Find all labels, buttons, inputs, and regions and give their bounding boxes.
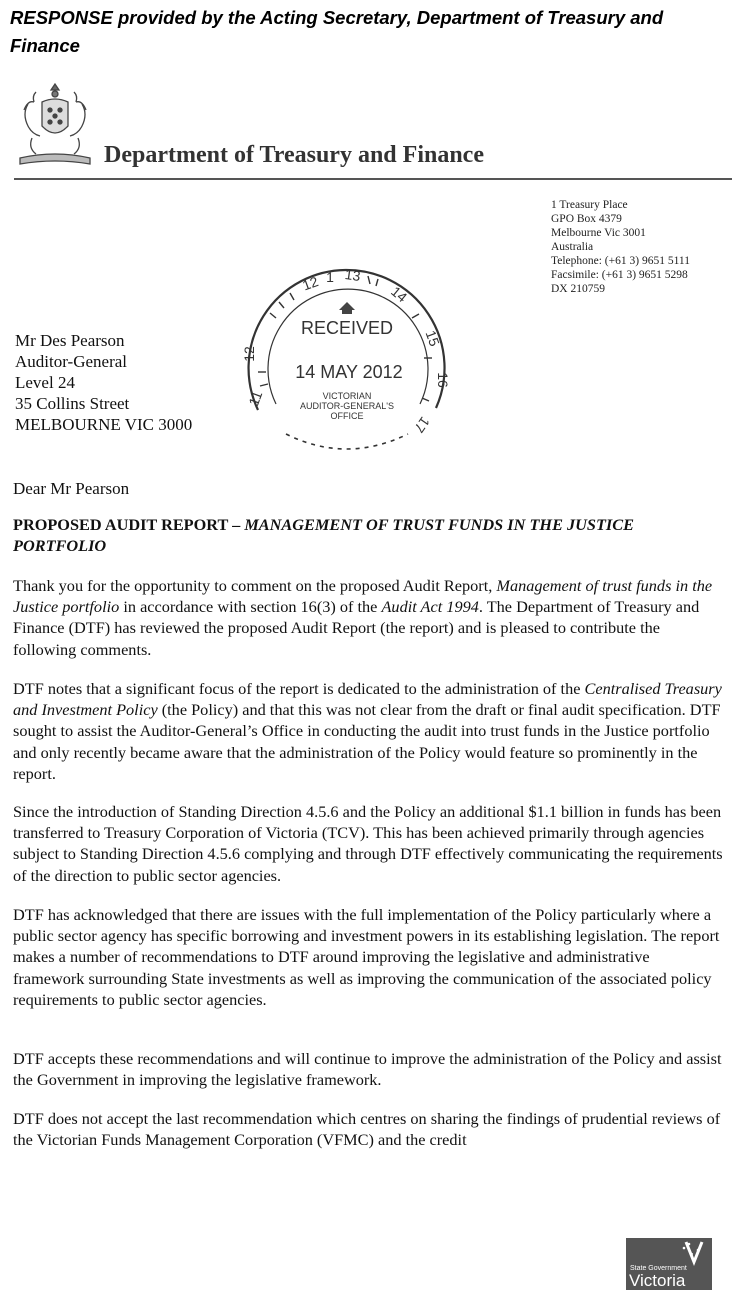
report-title: Management of trust funds in the Justice portfolio bbox=[13, 576, 713, 617]
facsimile-line: Facsimile: (+61 3) 9651 5298 bbox=[551, 269, 688, 281]
address-line: Australia bbox=[551, 241, 594, 253]
recipient-line: 35 Collins Street bbox=[15, 394, 130, 413]
paragraph-6: DTF does not accept the last recommendation which centres on sharing the findings of prudential reviews of the Victorian Funds Management Corporation (VFMC) and the credit bbox=[13, 1109, 721, 1150]
salutation: Dear Mr Pearson bbox=[13, 479, 130, 498]
letter-subject bbox=[13, 514, 725, 556]
recipient-line: Level 24 bbox=[15, 373, 75, 392]
coat-of-arms-logo bbox=[14, 80, 96, 172]
letterhead-divider bbox=[14, 178, 732, 180]
address-line: GPO Box 4379 bbox=[551, 213, 622, 225]
paragraph-5: DTF accepts these recommendations and will continue to improve the administration of the Policy and assist the Government in improving the legislative framework. bbox=[13, 1049, 722, 1090]
act-title: Audit Act 1994 bbox=[381, 597, 479, 617]
paragraph-text: DTF notes that a significant focus of the report is dedicated to the administration of the bbox=[13, 679, 585, 698]
department-address bbox=[551, 198, 690, 296]
stamp-hour-mark: 15 bbox=[422, 328, 443, 349]
paragraph-text: (the Policy) and that this was not clear from the draft or final audit specification. DTF sought to assist the Auditor-General’s Office in conducting the audit into trust funds in the Justice portfolio and only recently became aware that the administration of the Policy would feature so prominently in the report. bbox=[13, 700, 721, 783]
recipient-line: Mr Des Pearson bbox=[15, 331, 125, 350]
subject-title: MANAGEMENT OF TRUST FUNDS IN THE JUSTICE PORTFOLIO bbox=[13, 515, 634, 556]
paragraph-text: Thank you for the opportunity to comment on the proposed Audit Report, bbox=[13, 576, 497, 595]
stamp-hour-mark: 11 bbox=[245, 388, 266, 408]
page-header-title: RESPONSE provided by the Acting Secretary, Department of Treasury and Finance bbox=[10, 7, 664, 56]
paragraph-1 bbox=[13, 575, 725, 660]
stamp-hour-mark: 14 bbox=[388, 283, 411, 306]
telephone-line: Telephone: (+61 3) 9651 5111 bbox=[551, 255, 690, 267]
stamp-office-line: OFFICE bbox=[330, 411, 364, 421]
stamp-hour-mark: 1 bbox=[326, 269, 334, 285]
department-name: Department of Treasury and Finance bbox=[104, 142, 484, 168]
paragraph-3: Since the introduction of Standing Direction 4.5.6 and the Policy an additional $1.1 billion in funds has been transferred to Treasury Corporation of Victoria (TCV). This has been achieved primarily through agencies subject to Standing Direction 4.5.6 complying and through DTF effectively communicating the requirements of the direction to public sector agencies. bbox=[13, 802, 723, 885]
stamp-office-line: VICTORIAN bbox=[322, 391, 372, 401]
received-stamp bbox=[236, 258, 458, 474]
subject-prefix: PROPOSED AUDIT REPORT – bbox=[13, 515, 245, 534]
victoria-government-logo bbox=[626, 1238, 712, 1290]
stamp-hour-mark: 17 bbox=[411, 413, 434, 436]
stamp-office-line: AUDITOR-GENERAL'S bbox=[299, 401, 395, 411]
logo-state-government: State Government bbox=[630, 1265, 687, 1272]
stamp-hour-mark: 12 bbox=[300, 273, 321, 294]
paragraph-text: . The Department of Treasury and Finance (DTF) has reviewed the proposed Audit Report (the report) and is pleased to contribute the following comments. bbox=[13, 597, 700, 659]
stamp-date: 14 MAY 2012 bbox=[295, 362, 403, 382]
paragraph-2 bbox=[13, 678, 725, 784]
stamp-hour-mark: 16 bbox=[435, 372, 451, 388]
recipient-line: Auditor-General bbox=[15, 352, 128, 371]
stamp-received-text: RECEIVED bbox=[300, 318, 394, 338]
dx-line: DX 210759 bbox=[551, 283, 605, 295]
address-line: 1 Treasury Place bbox=[551, 199, 628, 211]
address-line: Melbourne Vic 3001 bbox=[551, 227, 646, 239]
stamp-hour-mark: 13 bbox=[343, 266, 362, 285]
policy-title: Centralised Treasury and Investment Policy bbox=[13, 679, 722, 720]
recipient-line: MELBOURNE VIC 3000 bbox=[15, 415, 193, 434]
stamp-hour-mark: 12 bbox=[241, 346, 257, 362]
logo-victoria: Victoria bbox=[629, 1271, 686, 1290]
paragraph-4: DTF has acknowledged that there are issues with the full implementation of the Policy particularly where a public sector agency has specific borrowing and investment powers in its establishing legislation. The report makes a number of recommendations to DTF around improving the legislative and administrative framework surrounding State investments as well as improving the communication of the associated policy requirements to public sector agencies. bbox=[13, 905, 720, 1009]
recipient-address bbox=[15, 330, 192, 435]
paragraph-text: in accordance with section 16(3) of the bbox=[119, 597, 382, 617]
